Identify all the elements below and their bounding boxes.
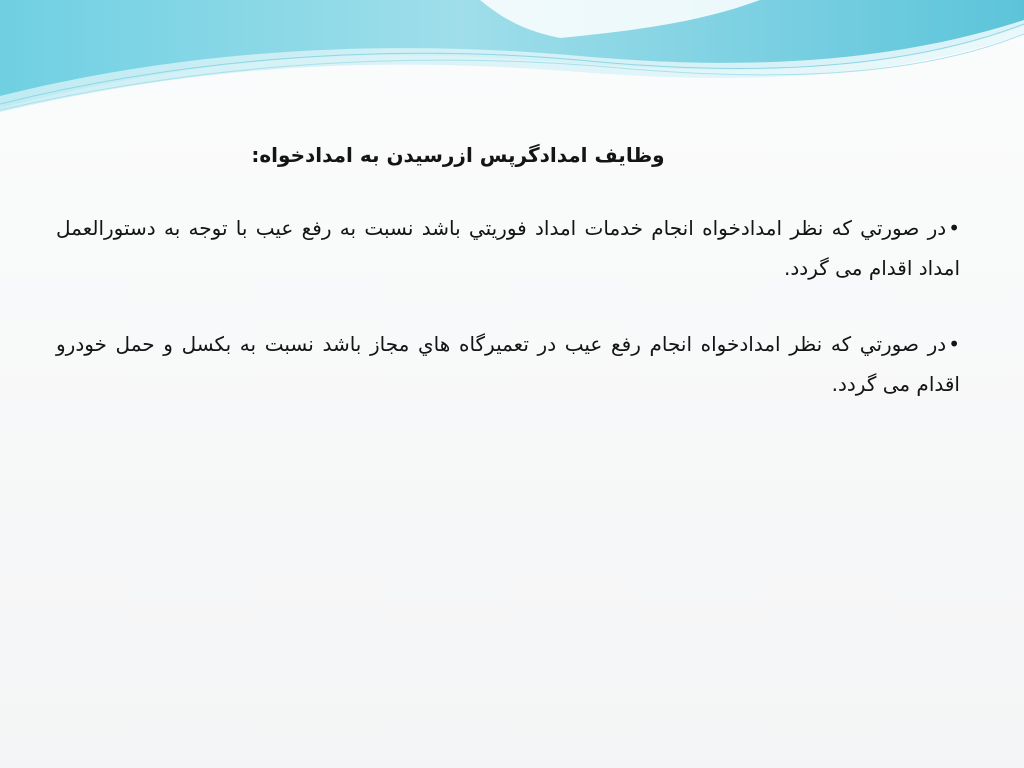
slide-content [56, 130, 960, 404]
bullet-symbol: • [948, 332, 960, 356]
header-wave-decoration [0, 0, 1024, 120]
bullet-item-2 [56, 324, 960, 404]
slide-title: وظایف امدادگرپس ازرسیدن به امدادخواه: [251, 143, 665, 167]
bullet-text-1: در صورتي كه نظر امدادخواه انجام خدمات امداد فوريتي باشد نسبت به رفع عيب با توجه به دستورالعمل امداد اقدام می گردد. [56, 216, 960, 280]
bullet-item-1 [56, 208, 960, 288]
bullet-symbol: • [948, 216, 960, 240]
bullet-text-2: در صورتي كه نظر امدادخواه انجام رفع عيب در تعميرگاه هاي مجاز باشد نسبت به بكسل و حمل خودرو اقدام می گردد. [56, 332, 960, 396]
